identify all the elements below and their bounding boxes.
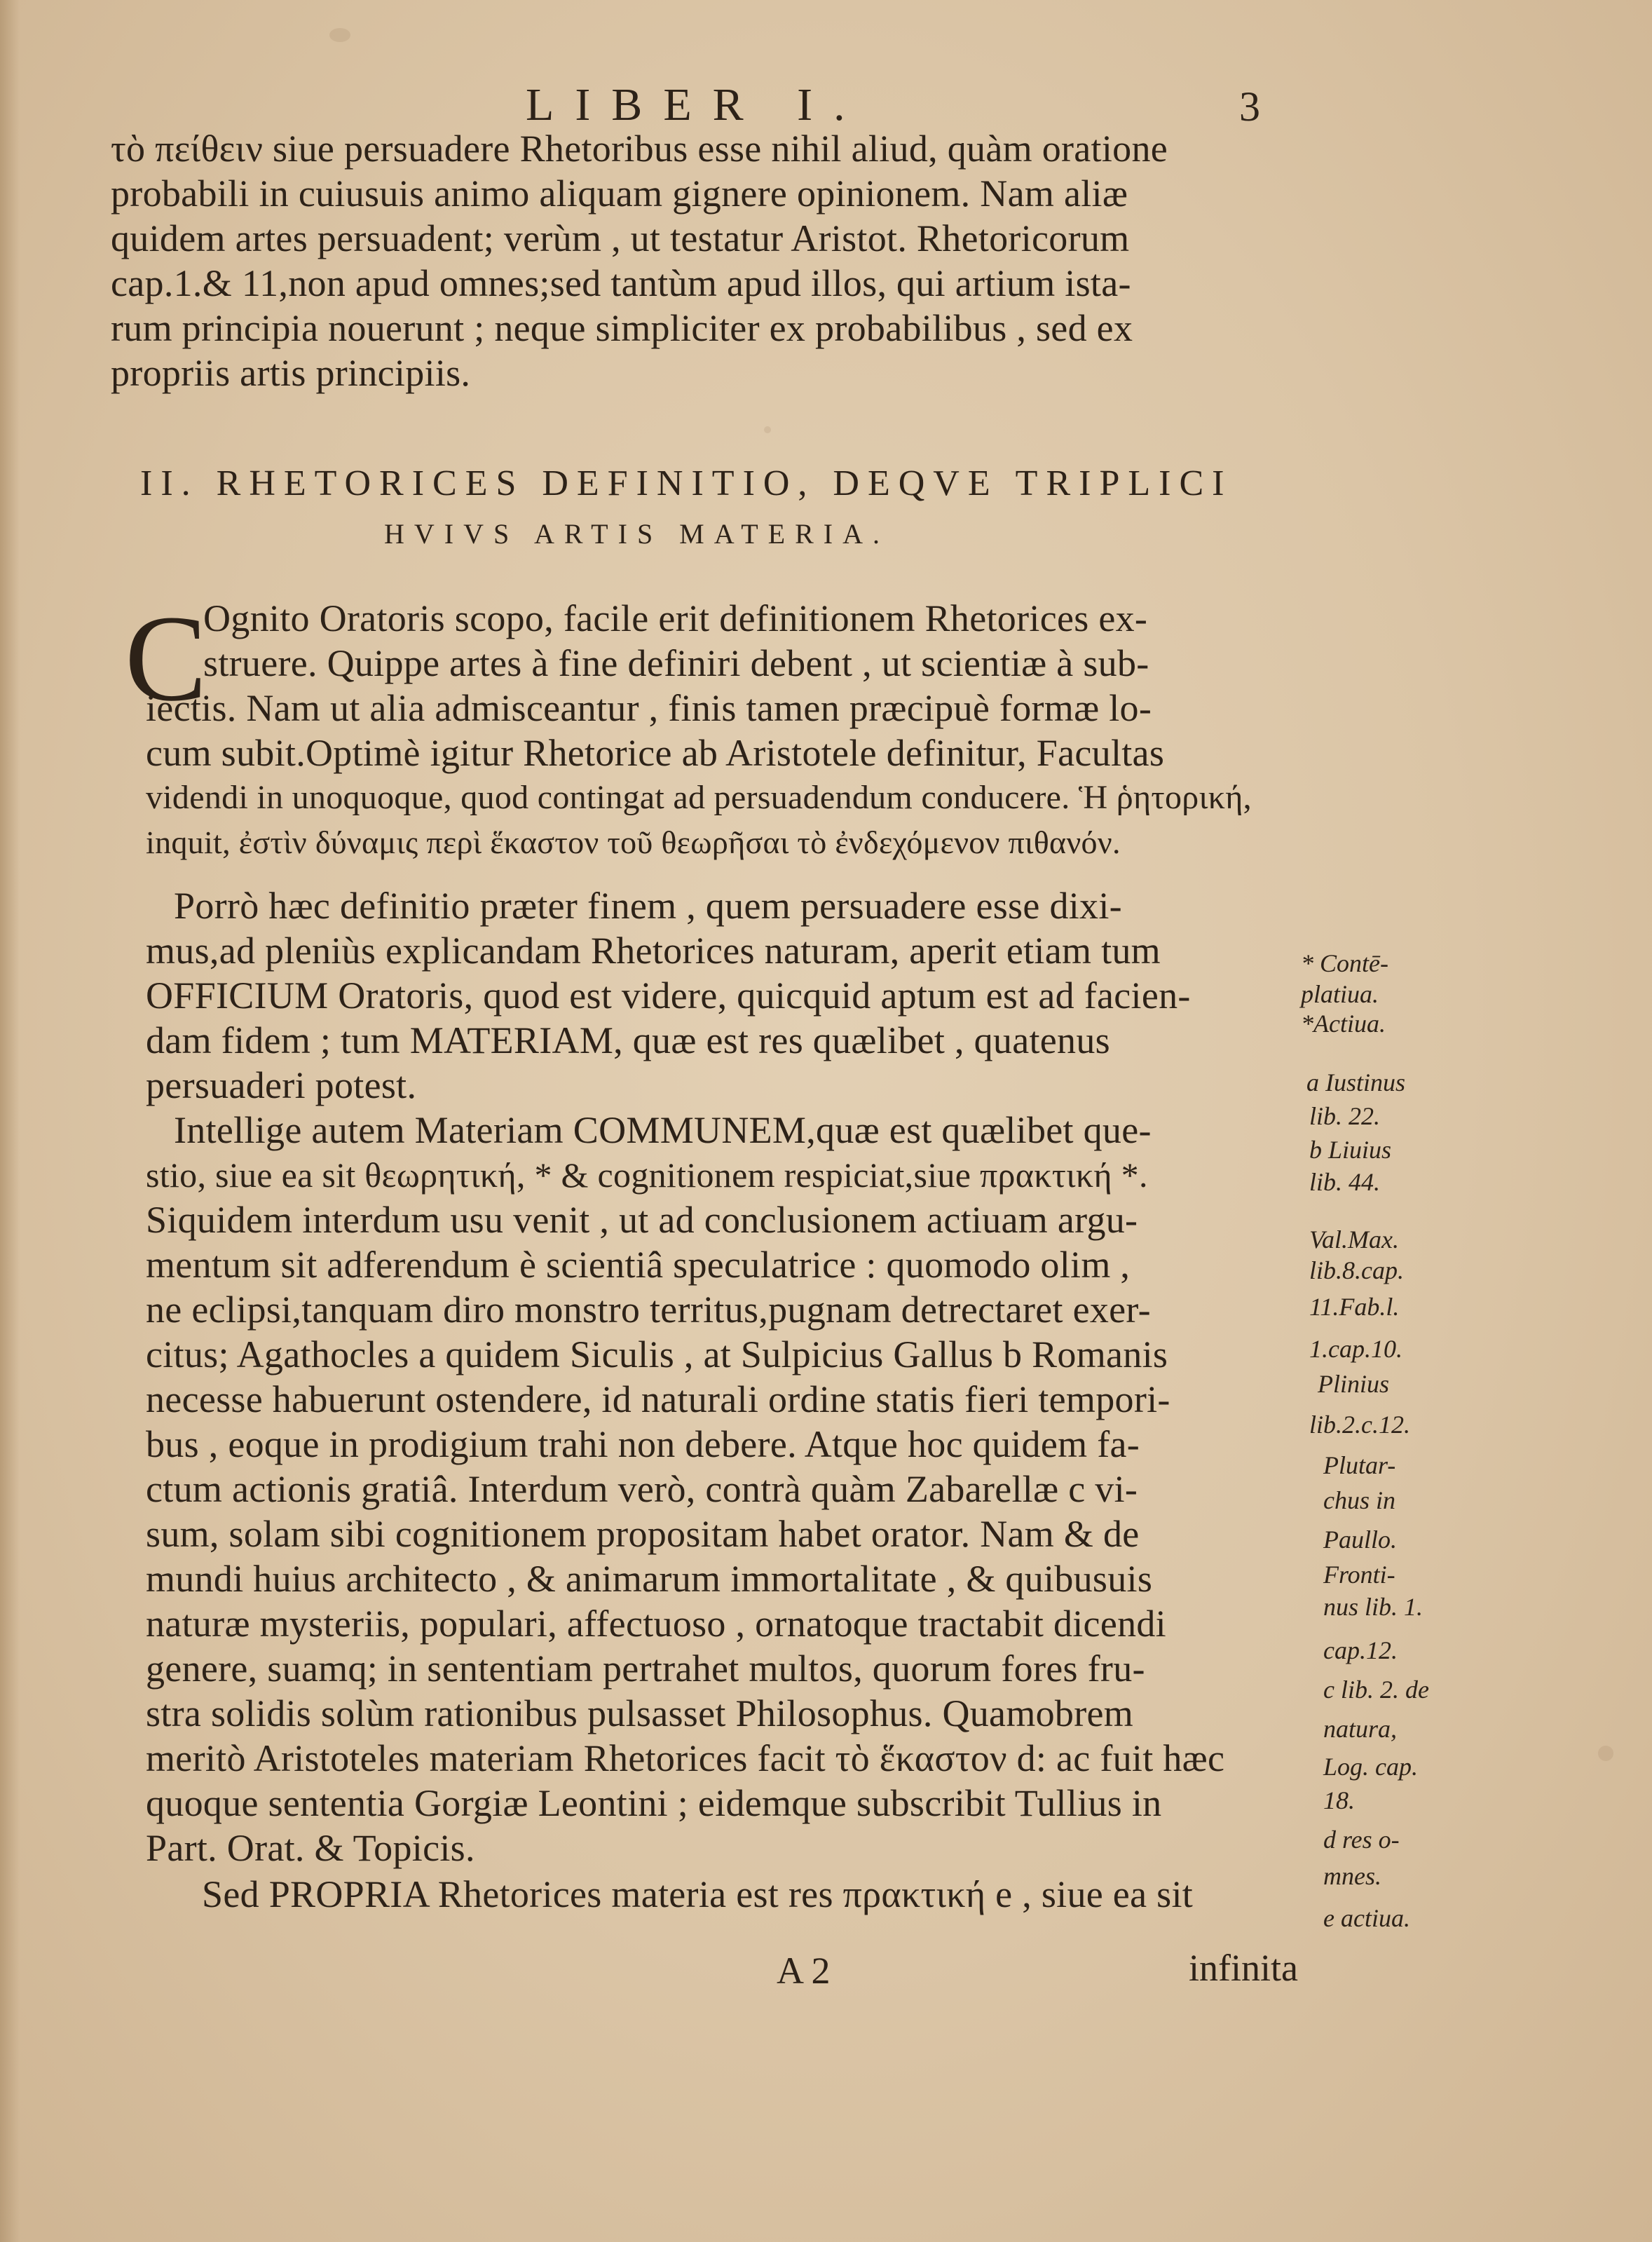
margin-note: natura,: [1323, 1715, 1398, 1743]
text-line: ne eclipsi,tanquam diro monstro territus,pugnam detrectaret exer-: [146, 1289, 1151, 1331]
text-line: mundi huius architecto , & animarum immortalitate , & quibusuis: [146, 1558, 1153, 1600]
paper-stain: [1598, 1746, 1613, 1761]
text-line: ctum actionis gratiâ. Interdum verò, contrà quàm Zabarellæ c vi-: [146, 1468, 1138, 1510]
margin-note: Plinius: [1318, 1370, 1390, 1398]
text-line: stra solidis solùm rationibus pulsasset Philosophus. Quamobrem: [146, 1692, 1134, 1734]
text-line: naturæ mysteriis, populari, affectuoso , ornatoque tractabit dicendi: [146, 1603, 1166, 1645]
section-subheading: HVIVS ARTIS MATERIA.: [384, 518, 889, 550]
text-line: meritò Aristoteles materiam Rhetorices facit τὸ ἕκαστον d: ac fuit hæc: [146, 1737, 1225, 1779]
margin-note: 18.: [1323, 1786, 1355, 1814]
text-line: Siquidem interdum usu venit , ut ad conclusionem actiuam argu-: [146, 1199, 1138, 1241]
page-edge-shadow: [0, 0, 20, 2242]
margin-note: Log. cap.: [1323, 1753, 1418, 1781]
text-line: Sed PROPRIA Rhetorices materia est res πρακτική e , siue ea sit: [202, 1873, 1194, 1915]
margin-note: a Iustinus: [1306, 1068, 1406, 1096]
margin-note: b Liuius: [1309, 1136, 1392, 1164]
text-line: mentum sit adferendum è scientiâ speculatrice : quomodo olim ,: [146, 1244, 1131, 1286]
text-line: dam fidem ; tum MATERIAM, quæ est res quælibet , quatenus: [146, 1019, 1110, 1061]
margin-note: mnes.: [1323, 1862, 1381, 1890]
page-number: 3: [1239, 83, 1260, 130]
text-line: cap.1.& 11,non apud omnes;sed tantùm apud illos, qui artium ista-: [111, 262, 1131, 304]
text-line: necesse habuerunt ostendere, id naturali ordine statis fieri tempori-: [146, 1378, 1170, 1420]
margin-note: cap.12.: [1323, 1636, 1398, 1664]
text-line: Ognito Oratoris scopo, facile erit definitionem Rhetorices ex-: [203, 597, 1148, 639]
margin-note: 1.cap.10.: [1309, 1335, 1402, 1363]
margin-note: Plutar-: [1323, 1451, 1396, 1479]
margin-note: e actiua.: [1323, 1904, 1410, 1932]
text-line: citus; Agathocles a quidem Siculis , at Sulpicius Gallus b Romanis: [146, 1333, 1168, 1375]
text-line: Porrò hæc definitio præter finem , quem persuadere esse dixi-: [174, 885, 1122, 927]
text-line: Part. Orat. & Topicis.: [146, 1827, 475, 1869]
text-line: quidem artes persuadent; verùm , ut testatur Aristot. Rhetoricorum: [111, 217, 1130, 259]
margin-note: lib. 44.: [1309, 1168, 1381, 1196]
text-line: τὸ πείθειν siue persuadere Rhetoribus esse nihil aliud, quàm oratione: [111, 128, 1168, 170]
text-line: genere, suamq; in sententiam pertrahet multos, quorum fores fru-: [146, 1647, 1145, 1690]
paper-stain: [764, 426, 771, 433]
text-line: cum subit.Optimè igitur Rhetorice ab Aristotele definitur, Facultas: [146, 732, 1165, 774]
margin-note: lib.2.c.12.: [1309, 1411, 1410, 1439]
section-heading: II. RHETORICES DEFINITIO, DEQVE TRIPLICI: [140, 463, 1233, 503]
margin-note: d res o-: [1323, 1826, 1400, 1854]
text-line: videndi in unoquoque, quod contingat ad persuadendum conducere. Ἡ ῥητορική,: [146, 779, 1252, 816]
margin-note: c lib. 2. de: [1323, 1676, 1429, 1704]
text-line: rum principia nouerunt ; neque simpliciter ex probabilibus , sed ex: [111, 307, 1133, 349]
margin-note: chus in: [1323, 1486, 1395, 1514]
margin-note: lib.8.cap.: [1309, 1256, 1404, 1284]
margin-note: platiua.: [1301, 980, 1379, 1008]
margin-note: Paullo.: [1323, 1526, 1397, 1554]
text-line: inquit, ἐστὶν δύναμις περὶ ἕκαστον τοῦ θεωρῆσαι τὸ ἐνδεχόμενον πιθανόν.: [146, 824, 1121, 860]
margin-note: Fronti-: [1323, 1561, 1395, 1589]
text-line: bus , eoque in prodigium trahi non debere. Atque hoc quidem fa-: [146, 1423, 1140, 1465]
running-head: LIBER I.: [526, 79, 866, 130]
drop-cap: C: [125, 590, 207, 727]
margin-note: lib. 22.: [1309, 1102, 1381, 1130]
catchword: infinita: [1189, 1947, 1298, 1989]
text-line: Intellige autem Materiam COMMUNEM,quæ est quælibet que-: [174, 1109, 1152, 1151]
text-line: sum, solam sibi cognitionem propositam habet orator. Nam & de: [146, 1513, 1140, 1555]
margin-note: *Actiua.: [1301, 1010, 1386, 1038]
margin-note: nus lib. 1.: [1323, 1593, 1424, 1621]
margin-note: * Contē-: [1301, 949, 1388, 977]
text-line: OFFICIUM Oratoris, quod est videre, quicquid aptum est ad facien-: [146, 974, 1191, 1017]
text-line: stio, siue ea sit θεωρητική, * & cognitionem respiciat,siue πρακτική *.: [146, 1155, 1148, 1195]
text-line: propriis artis principiis.: [111, 352, 471, 394]
text-line: struere. Quippe artes à fine definiri debent , ut scientiæ à sub-: [203, 642, 1149, 684]
text-line: mus,ad pleniùs explicandam Rhetorices naturam, aperit etiam tum: [146, 930, 1161, 972]
text-line: quoque sententia Gorgiæ Leontini ; eidemque subscribit Tullius in: [146, 1782, 1162, 1824]
text-line: iectis. Nam ut alia admisceantur , finis tamen præcipuè formæ lo-: [146, 687, 1152, 729]
paper-stain: [329, 28, 350, 42]
signature-mark: A 2: [777, 1950, 831, 1992]
text-line: persuaderi potest.: [146, 1064, 417, 1106]
text-line: probabili in cuiusuis animo aliquam gignere opinionem. Nam aliæ: [111, 172, 1128, 215]
margin-note: 11.Fab.l.: [1309, 1293, 1400, 1321]
margin-note: Val.Max.: [1309, 1225, 1399, 1254]
